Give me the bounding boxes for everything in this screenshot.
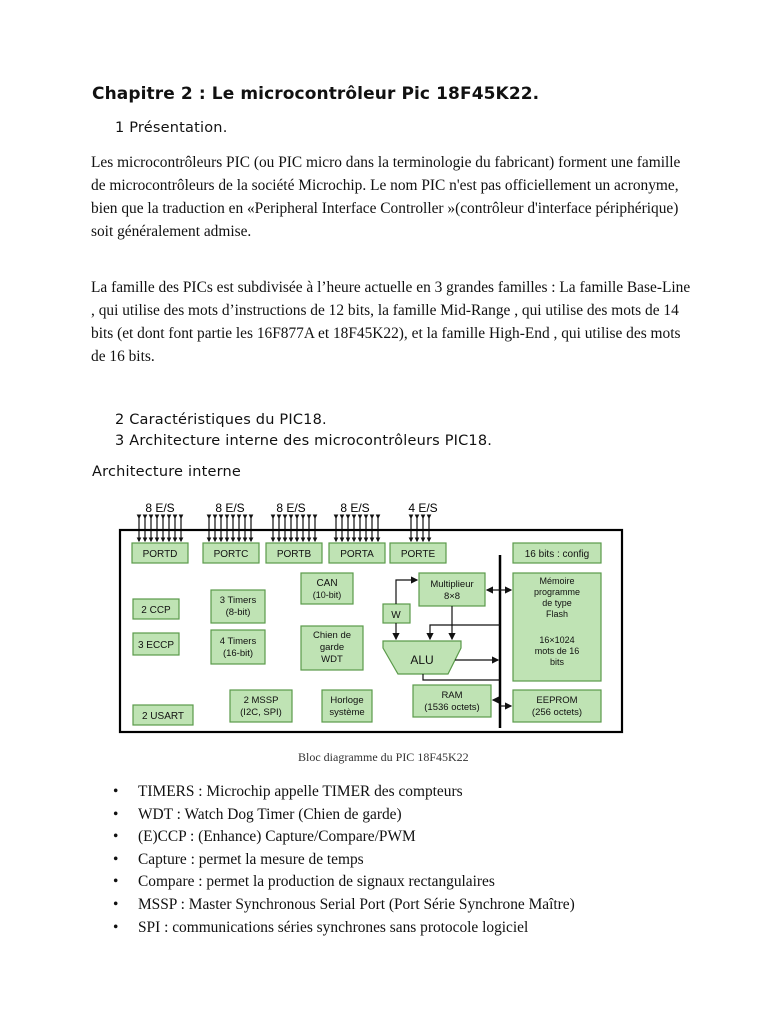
wdt-label-1: Chien de <box>312 630 352 641</box>
clock-label-2: système <box>329 707 365 718</box>
section-heading-presentation: 1 Présentation. <box>115 120 228 136</box>
multiplier-label-2: 8×8 <box>443 591 461 602</box>
section-heading-architecture: 3 Architecture interne des microcontrôleurs PIC18. <box>115 433 493 449</box>
portb-label: PORTB <box>276 549 312 560</box>
list-item: • TIMERS : Microchip appelle TIMER des compteurs <box>91 781 575 804</box>
ccp-label: 2 CCP <box>141 605 171 616</box>
porte-label: PORTE <box>400 549 436 560</box>
memory-label-4: Flash <box>545 609 569 619</box>
definitions-list <box>91 781 575 939</box>
io-label-portb: 8 E/S <box>276 501 306 515</box>
timers16-label-1: 4 Timers <box>219 636 257 647</box>
section-heading-characteristics: 2 Caractéristiques du PIC18. <box>115 412 327 428</box>
memory-label-1: Mémoire <box>539 576 575 586</box>
io-label-portc: 8 E/S <box>215 501 245 515</box>
subheading-architecture: Architecture interne <box>92 464 242 480</box>
ram-label-2: (1536 octets) <box>424 702 480 713</box>
mssp-label-2: (I2C, SPI) <box>240 707 282 718</box>
clock-label-1: Horloge <box>330 695 364 706</box>
memory-label-2: programme <box>533 587 581 597</box>
list-item: • SPI : communications séries synchrones sans protocole logiciel <box>91 917 575 940</box>
porta-label: PORTA <box>340 549 374 560</box>
paragraph-intro: Les microcontrôleurs PIC (ou PIC micro dans la terminologie du fabricant) forment une famille de microcontrôleurs de la société Microchip. Le nom PIC n'est pas officiellement un acronyme, bien que la traduction en «Peripheral Interface Controller »(contrôleur d'interface périphérique) soit généralement admise. <box>91 154 681 240</box>
memory-label-5: 16×1024 <box>539 635 575 645</box>
figure-caption: Bloc diagramme du PIC 18F45K22 <box>298 750 469 764</box>
config-label: 16 bits : config <box>524 549 590 560</box>
io-label-porte: 4 E/S <box>408 501 438 515</box>
can-label-1: CAN <box>316 578 338 589</box>
portd-label: PORTD <box>142 549 178 560</box>
timers8-label-2: (8-bit) <box>225 607 251 618</box>
memory-label-3: de type <box>542 598 572 608</box>
paragraph-families: La famille des PICs est subdivisée à l’heure actuelle en 3 grandes familles : La famille Base-Line , qui utilise des mots d’instructions de 12 bits, la famille Mid-Range , qui utilise des mots de 14 bits (et dont font partie les 16F877A et 18F45K22), et la famille High-End , qui utilise des mots de 16 bits. <box>91 279 691 365</box>
usart-label: 2 USART <box>141 711 185 722</box>
list-item: • Compare : permet la production de signaux rectangulaires <box>91 871 575 894</box>
can-label-2: (10-bit) <box>312 590 342 600</box>
alu-label: ALU <box>410 653 434 667</box>
wdt-label-3: WDT <box>321 654 343 665</box>
list-item: • (E)CCP : (Enhance) Capture/Compare/PWM <box>91 826 575 849</box>
memory-label-7: bits <box>549 657 565 667</box>
eccp-label: 3 ECCP <box>137 640 175 651</box>
timers16-label-2: (16-bit) <box>222 648 254 659</box>
list-item: • Capture : permet la mesure de temps <box>91 849 575 872</box>
eeprom-label-2: (256 octets) <box>531 707 583 718</box>
list-item: • MSSP : Master Synchronous Serial Port (Port Série Synchrone Maître) <box>91 894 575 917</box>
portc-label: PORTC <box>213 549 249 560</box>
list-item: • WDT : Watch Dog Timer (Chien de garde) <box>91 804 575 827</box>
chapter-title: Chapitre 2 : Le microcontrôleur Pic 18F45K22. <box>92 84 540 104</box>
eeprom-label-1: EEPROM <box>536 695 578 706</box>
wdt-label-2: garde <box>319 642 345 653</box>
memory-label-6: mots de 16 <box>534 646 580 656</box>
io-label-portd: 8 E/S <box>145 501 175 515</box>
ram-label-1: RAM <box>441 690 463 701</box>
io-label-porta: 8 E/S <box>340 501 370 515</box>
mssp-label-1: 2 MSSP <box>243 695 279 706</box>
w-label: W <box>391 610 401 621</box>
timers8-label-1: 3 Timers <box>219 595 257 606</box>
multiplier-label-1: Multiplieur <box>430 579 474 590</box>
